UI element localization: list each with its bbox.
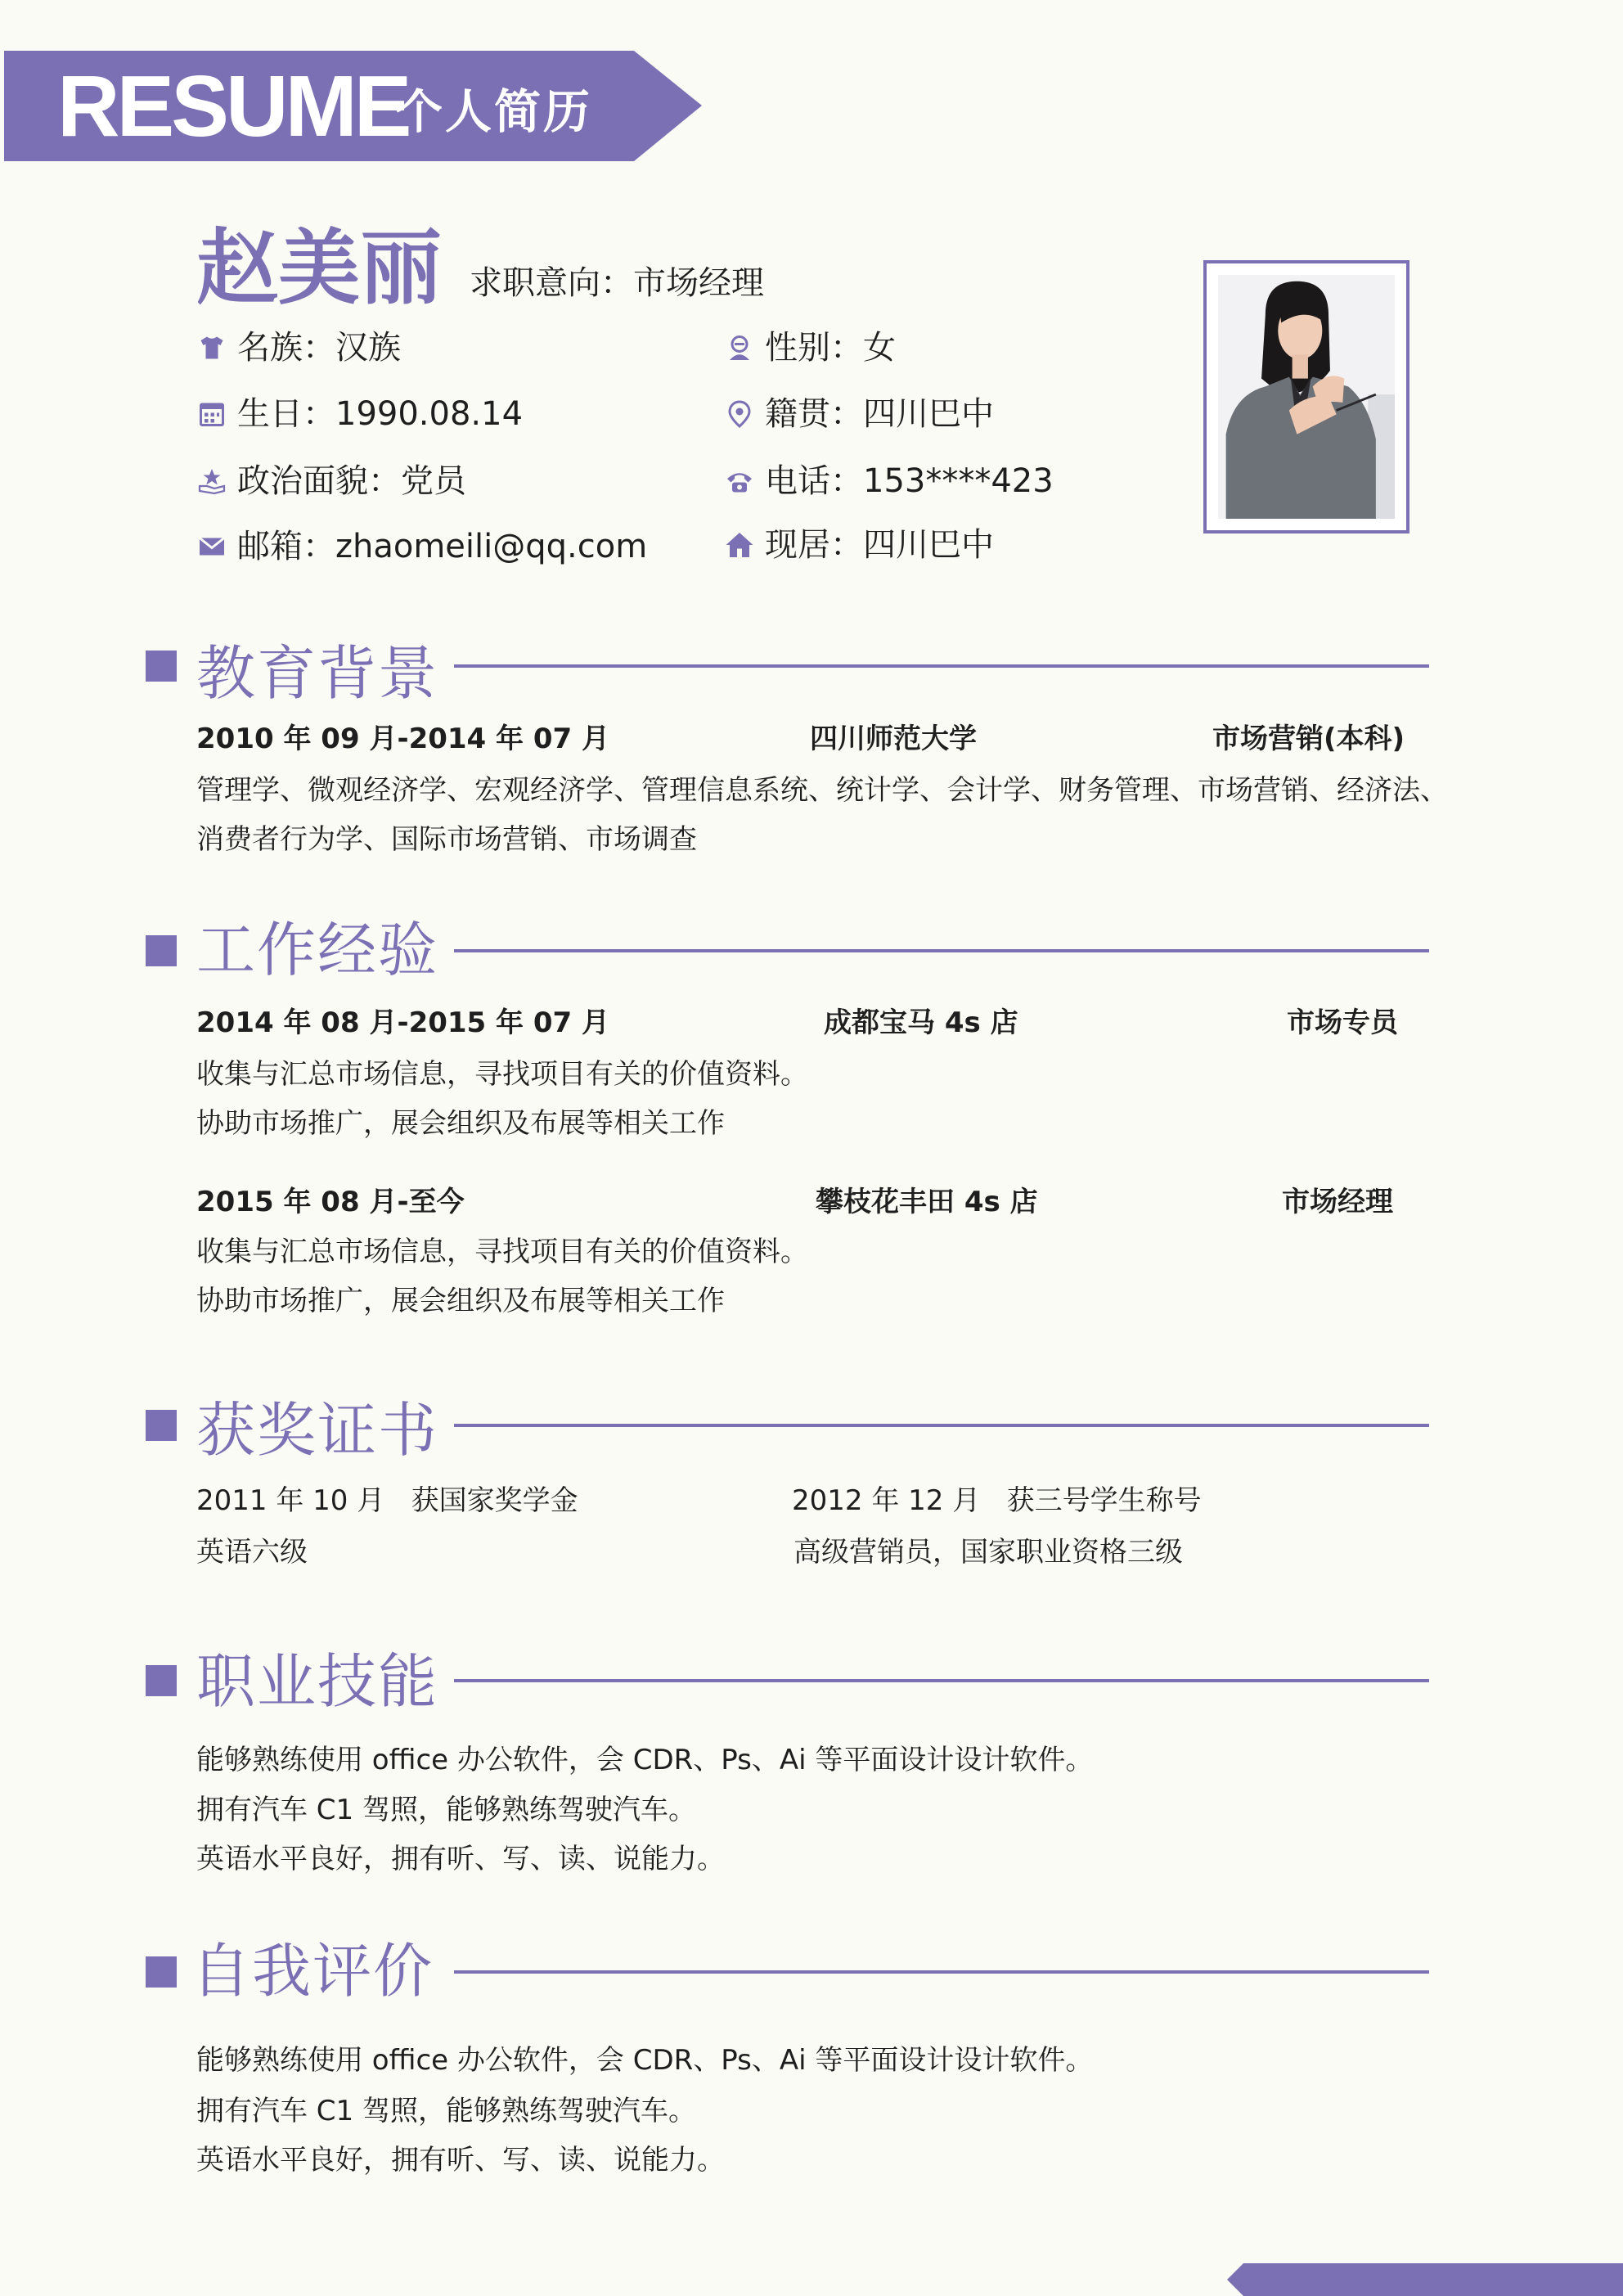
section-marker: [146, 1410, 177, 1441]
field-ethnicity: [196, 323, 401, 372]
field-text: 政治面貌：党员: [237, 462, 466, 500]
job-company: 攀枝花丰田 4s 店: [816, 1186, 1038, 1218]
field-phone: [724, 457, 1054, 506]
section-marker: [146, 1956, 177, 1988]
profile-photo-frame: [1203, 260, 1409, 533]
field-residence: [724, 520, 994, 569]
location-pin-icon: [724, 398, 755, 430]
section-divider: [454, 1679, 1429, 1682]
phone-icon: [724, 466, 755, 497]
job-intent: 求职意向：市场经理: [470, 264, 764, 302]
field-text: 电话：153****423: [765, 462, 1054, 500]
section-marker: [146, 935, 177, 966]
self-eval-line: 英语水平良好，拥有听、写、读、说能力。: [196, 2144, 725, 2177]
candidate-name: 赵美丽: [196, 220, 442, 316]
footer-bar: [1227, 2263, 1623, 2296]
job-duty-line: 收集与汇总市场信息，寻找项目有关的价值资料。: [196, 1236, 808, 1268]
field-text: 邮箱：zhaomeili@qq.com: [237, 528, 648, 565]
self-eval-line: 能够熟练使用 office 办公软件，会 CDR、Ps、Ai 等平面设计设计软件。: [196, 2044, 1094, 2077]
job-company: 成都宝马 4s 店: [824, 1006, 1018, 1039]
job-position: 市场经理: [1282, 1186, 1393, 1218]
job-duty-line: 协助市场推广，展会组织及布展等相关工作: [196, 1107, 725, 1140]
field-gender: [724, 323, 896, 372]
section-title-self-eval: 自我评价: [191, 1937, 434, 2006]
person-icon: [724, 332, 755, 363]
profile-photo: [1218, 275, 1395, 519]
field-birthday: [196, 389, 523, 439]
section-title-education: 教育背景: [196, 639, 439, 708]
section-divider: [454, 1424, 1429, 1427]
job-date: 2015 年 08 月-至今: [196, 1186, 465, 1218]
education-school: 四川师范大学: [810, 723, 977, 755]
education-courses-line: 消费者行为学、国际市场营销、市场调查: [196, 823, 697, 856]
field-email: [196, 522, 647, 571]
award-item: 2012 年 12 月 获三号学生称号: [792, 1484, 1202, 1517]
mail-icon: [196, 531, 227, 562]
section-divider: [454, 949, 1429, 952]
section-marker: [146, 1665, 177, 1696]
job-date: 2014 年 08 月-2015 年 07 月: [196, 1006, 610, 1039]
field-text: 籍贯：四川巴中: [765, 395, 994, 433]
job-position: 市场专员: [1287, 1006, 1398, 1039]
field-text: 性别：女: [765, 329, 896, 367]
job-duty-line: 收集与汇总市场信息，寻找项目有关的价值资料。: [196, 1058, 808, 1091]
banner-title-en: RESUME: [57, 58, 409, 155]
education-courses-line: 管理学、微观经济学、宏观经济学、管理信息系统、统计学、会计学、财务管理、市场营销、经济法、: [196, 774, 1448, 807]
shirt-icon: [196, 332, 227, 363]
award-item: 英语六级: [196, 1536, 308, 1569]
award-item: 2011 年 10 月 获国家奖学金: [196, 1484, 578, 1517]
star-hand-icon: [196, 466, 227, 497]
section-divider: [454, 664, 1429, 668]
calendar-icon: [196, 398, 227, 430]
job-duty-line: 协助市场推广，展会组织及布展等相关工作: [196, 1285, 725, 1317]
skill-line: 英语水平良好，拥有听、写、读、说能力。: [196, 1843, 725, 1875]
field-hometown: [724, 389, 994, 439]
skill-line: 拥有汽车 C1 驾照，能够熟练驾驶汽车。: [196, 1794, 696, 1826]
award-item: 高级营销员，国家职业资格三级: [794, 1536, 1183, 1569]
home-icon: [724, 529, 755, 560]
education-major: 市场营销(本科): [1212, 723, 1405, 755]
section-title-work: 工作经验: [196, 916, 439, 984]
education-date: 2010 年 09 月-2014 年 07 月: [196, 723, 610, 755]
field-politics: [196, 457, 466, 506]
section-title-skills: 职业技能: [196, 1647, 439, 1716]
section-marker: [146, 651, 177, 682]
skill-line: 能够熟练使用 office 办公软件，会 CDR、Ps、Ai 等平面设计设计软件。: [196, 1744, 1094, 1776]
field-text: 名族：汉族: [237, 329, 401, 367]
field-text: 现居：四川巴中: [765, 526, 994, 564]
self-eval-line: 拥有汽车 C1 驾照，能够熟练驾驶汽车。: [196, 2095, 696, 2127]
field-text: 生日：1990.08.14: [237, 395, 524, 433]
section-title-awards: 获奖证书: [196, 1396, 439, 1465]
banner-title-cn: 个人简历: [396, 85, 592, 139]
section-divider: [454, 1970, 1429, 1974]
